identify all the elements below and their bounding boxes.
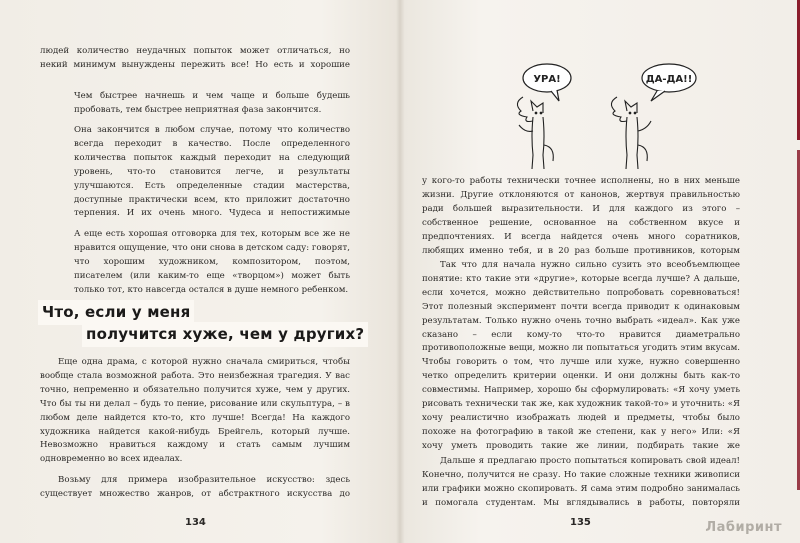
body-paragraph: Так что для начала нужно сильно сузить это всеобъемлющее понятие: кто такие эти «другие», которые всегда лучше? А дальше, если хочется, можно действительно попробовать соревноваться! Этот полезный эксперимент почти всегда приводит к одинаковым результатам. Только нужно очень точно выбрать «идеал». Как уже сказано – если кому-то что-то нравится диаметрально противоположные вещи, можно ли попытаться угодить этим вкусам. Чтобы говорить о том, что лучше или хуже, нужно совершенно четко определить критерии оценки. И они должны быть как-то совместимы. Например, хорошо бы сформулировать: «Я хочу уметь рисовать технически так же, как художник такой-то» и уточнить: «Я хочу реалистично изображать людей и предметы, чтобы было похоже на фотографию в такой же степени, как у него» Или: «Я хочу уметь проводить такие же линии, подбирать такие же (422, 260, 740, 451)
left-page (0, 0, 398, 543)
right-page (402, 0, 800, 543)
intro-paragraph: людей количество неудачных попыток может отличаться, но некий минимум вынуждены пережить все! Но есть и хорошие (40, 46, 350, 70)
bubble-right-text: ДА-ДА!! (645, 74, 693, 85)
cats-illustration (507, 45, 717, 175)
bullet-item (74, 124, 350, 222)
bullet-text: Чем быстрее начнешь и чем чаще и больше будешь пробовать, тем быстрее неприятная фаза закончится. (74, 91, 350, 115)
bullet-item (74, 90, 350, 118)
body-paragraph: Дальше я предлагаю просто попытаться копировать свой идеал! Конечно, получится не сразу. Но такие сложные техники живописи или графики можно скопировать. Я сама этим подробно занималась и помогала студентам. Мы вглядывались в работы, повторяли (422, 456, 740, 508)
speech-bubble-left (523, 64, 571, 101)
body-paragraph: у кого-то работы технически точнее исполнены, но в них меньше жизни. Другие отклоняются от канонов, жертвуя правильностью ради большей выразительности. И для каждого из этого – собственное решение, основанное на собственном вкусе и предпочтениях. И всегда найдется очень много соратников, любящих именно тебя, и в 20 раз больше противников, которым (422, 176, 740, 256)
bullet-text: А еще есть хорошая отговорка для тех, которым все же не нравится ощущение, что они снова в детском саду: говорят, что хорошим художником, композитором, поэтом, писателем (или каким-то еще «творцом») может быть только тот, кто навсегда остался в душе немного ребенком. (74, 229, 350, 295)
cat-left-icon (517, 97, 553, 169)
body-paragraph: Еще одна драма, с которой нужно сначала смириться, чтобы вообще стала возможной работа. Это неизбежная трагедия. У вас точно, непременно и обязательно получится хуже, чем у других. Что бы ты ни делал – будь то пение, рисование или скульптура, – в любом деле найдется кто-то, кто лучше! Всегда! На каждого художника найдется какой-нибудь Брейгель, который лучше. Невозможно нравиться каждому и стать самым лучшим одновременно во всех идеалах. (40, 357, 350, 465)
bullet-item (74, 228, 350, 298)
bubble-left-text: УРА! (533, 74, 561, 85)
cat-right-icon (611, 97, 651, 169)
watermark-text: Лабиринт (705, 520, 782, 535)
body-paragraph: Возьму для примера изобразительное искусство: здесь существует множество жанров, от абстрактного искусства до (40, 475, 350, 499)
page-number: 134 (185, 517, 206, 528)
page-number: 135 (570, 517, 591, 528)
section-heading-line2: получится хуже, чем у других? (82, 322, 368, 347)
section-heading-line1: Что, если у меня (38, 300, 194, 325)
speech-bubble-right (642, 64, 696, 101)
bullet-text: Она закончится в любом случае, потому что количество всегда переходит в качество. После определенного количества попыток каждый переходит на следующий уровень, что-то становится легче, и результаты улучшаются. Есть определенные стадии мастерства, доступные практически всем, кто приложит достаточно терпения. И их очень много. Чудеса и непостижимые (74, 125, 350, 219)
